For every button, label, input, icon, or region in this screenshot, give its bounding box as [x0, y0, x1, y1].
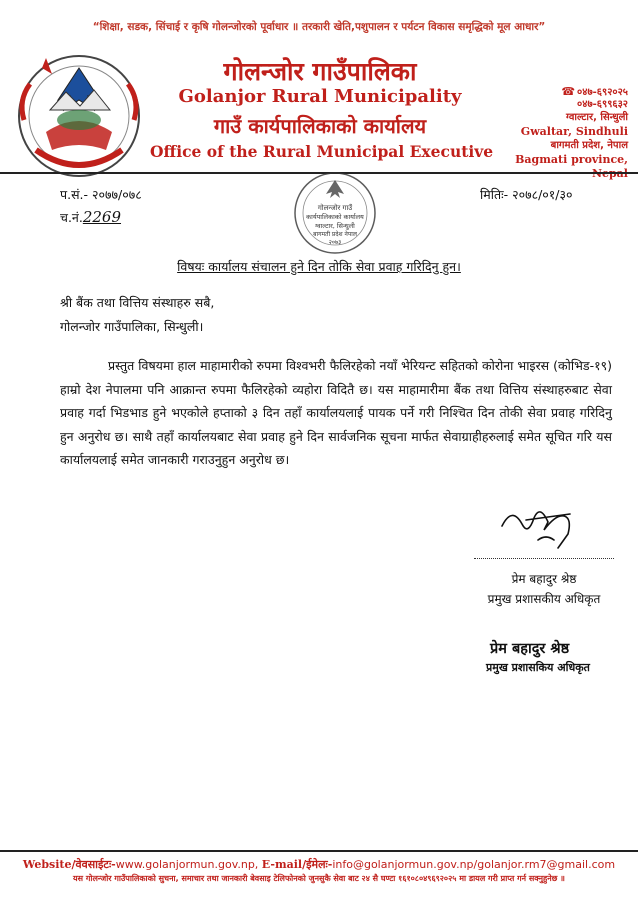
- seal-line-4: बागमती प्रदेश नेपाल: [313, 231, 357, 238]
- signatory-title: प्रमुख प्रशासकीय अधिकृत: [487, 592, 601, 606]
- footer-notice: यस गोलन्जोर गाउँपालिकाको सुचना, समाचार तथा जानकारी बेवसाइ टेलिफोनको जुनसुकै सेवा बाट २४ सै घण्टा १६१०८०४९६९२०२५ मा डायल गरी प्राप्त गर्न सक्नुहुनेछ ॥: [73, 874, 565, 883]
- dispatch-number: [60, 208, 121, 226]
- subject-text: विषयः कार्यालय संचालन हुने दिन तोकि सेवा प्रवाह गरिदिनु हुन।: [177, 259, 461, 274]
- footer-email-label: E-mail/ईमेलः-: [261, 858, 333, 871]
- footer-email: info@golanjormun.gov.np/golanjor.rm7@gmail.com: [332, 858, 616, 871]
- seal-line-5: २०७३: [328, 239, 342, 246]
- footer-website: www.golanjormun.gov.np,: [115, 858, 259, 871]
- municipality-name-english: Golanjor Rural Municipality: [178, 86, 462, 107]
- office-seal-icon: [290, 168, 380, 258]
- signatory-name: प्रेम बहादुर श्रेष्ठ: [511, 572, 577, 586]
- phone-icon: ☎: [561, 85, 576, 98]
- address-nepali: ग्वाल्टार, सिन्धुली: [566, 112, 628, 123]
- seal-line-3: ग्वाल्टार, सिन्धुली: [315, 222, 355, 230]
- province-nepali: बागमती प्रदेश, नेपाल: [550, 140, 628, 151]
- letter-number: प.सं.- २०७७/०७८: [60, 187, 142, 202]
- letter-date: मितिः- २०७८/०१/३०: [480, 187, 573, 202]
- seal-line-2: कार्यपालिकाको कार्यालय: [306, 213, 364, 221]
- dispatch-handwritten: 2269: [82, 208, 122, 226]
- province-english: Bagmati province,: [515, 153, 628, 166]
- seal-line-1: गोलन्जोर गाउँ: [317, 204, 353, 212]
- phone-1: ☎ ०४७-६९२०२५: [561, 85, 628, 98]
- letter-body-text: प्रस्तुत विषयमा हाल माहामारीको रुपमा विश्वभरी फैलिरहेको नयाँ भेरियन्ट सहितको कोरोना भाइरस (कोभिड-१९) हाम्रो देश नेपालमा पनि आक्रान्त रुपमा फैलिरहेको व्यहोरा विदितै छ। यस माहामारीमा बैंक तथा वित्तिय संस्थाहरुबाट सेवा प्रवाह गर्दा भिडभाड हुने भएकोले हप्ताको ३ दिन तहाँ कार्यालयलाई पायक पर्ने गरी निश्चित दिन तोकी सेवा प्रवाह गरिदिनु हुन अनुरोध छ। साथै तहाँ कार्यालयबाट सेवा प्रवाह हुने दिन सार्वजनिक सूचना मार्फत सेवाग्राहीहरुलाई समेत सूचित गरि यस कार्यालयलाई समेत जानकारी गराउनुहुन अनुरोध छ।: [60, 358, 612, 467]
- handwritten-signature: [498, 496, 584, 552]
- nepal-emblem-icon: [6, 40, 152, 186]
- signature-dotted-line: [474, 558, 614, 559]
- recipient-line-1: श्री बैंक तथा वित्तिय संस्थाहरु सबै,: [60, 295, 215, 310]
- office-name-english: Office of the Rural Municipal Executive: [150, 142, 494, 161]
- recipient-line-2: गोलन्जोर गाउँपालिका, सिन्धुली।: [60, 319, 204, 334]
- contact-block: [488, 86, 628, 181]
- address-english: Gwaltar, Sindhuli: [520, 125, 628, 138]
- footer-contact: [0, 857, 638, 872]
- footer-divider: [0, 850, 638, 852]
- slogan: “शिक्षा, सडक, सिंचाई र कृषि गोलन्जोरको पूर्वाधार ॥ तरकारी खेति,पशुपालन र पर्यटन विकास समृद्धिको मूल आधार”: [92, 21, 546, 33]
- phone-2: ०४७-६९९६३२: [577, 99, 628, 110]
- title-stamp: प्रमुख प्रशासकिय अधिकृत: [486, 661, 590, 674]
- municipality-name-nepali: गोलन्जोर गाउँपालिका: [223, 57, 417, 86]
- subject-line: [0, 258, 638, 275]
- letter-body: [60, 354, 612, 472]
- dispatch-label: च.नं.: [60, 210, 83, 225]
- office-name-nepali: गाउँ कार्यपालिकाको कार्यालय: [213, 114, 427, 138]
- footer-web-label: Website/वेवसाईटः-: [22, 858, 116, 871]
- name-stamp: प्रेम बहादुर श्रेष्ठ: [490, 641, 570, 657]
